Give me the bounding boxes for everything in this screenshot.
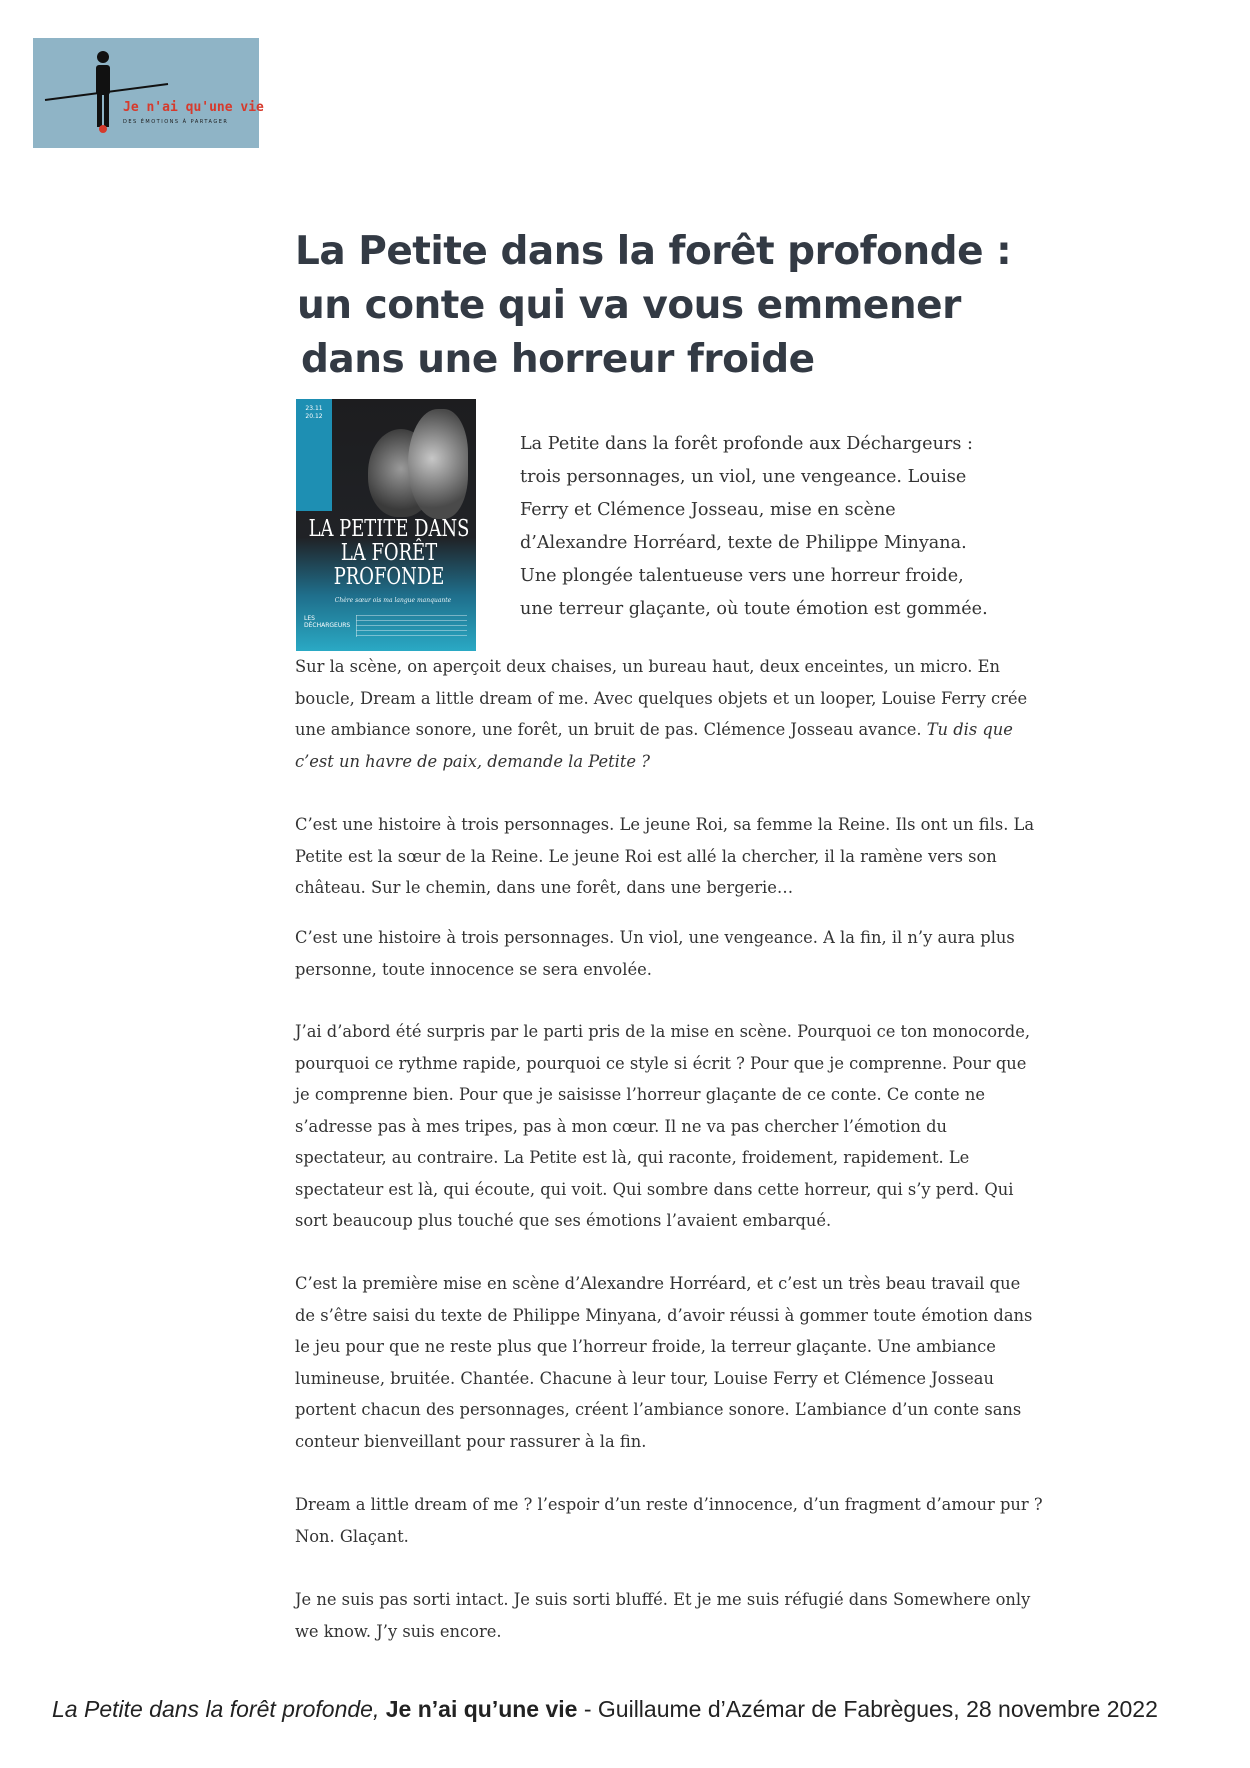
article-paragraph: Je ne suis pas sorti intact. Je suis sorti bluffé. Et je me suis réfugié dans Somewhere only we know. J’y suis encore. [295, 1590, 1031, 1641]
poster-credits [356, 615, 467, 637]
logo-tagline: DES ÉMOTIONS À PARTAGER [123, 119, 229, 125]
article-paragraph: C’est une histoire à trois personnages. Le jeune Roi, sa femme la Reine. Ils ont un fils. La Petite est la sœur de la Reine. Le jeune Roi est allé la chercher, il la ramène vers son château. Sur le chemin, dans une forêt, dans une bergerie… [295, 815, 1035, 897]
show-poster-image [296, 399, 476, 651]
poster-date-line: 20.12 [305, 413, 323, 420]
article-paragraph [295, 651, 1037, 777]
title-line: La Petite dans la forêt profonde : [295, 229, 1012, 274]
article-intro: La Petite dans la forêt profonde aux Déchargeurs : trois personnages, un viol, une vengeance. Louise Ferry et Clémence Josseau, mise en scène d’Alexandre Horréard, texte de Philippe Minyana. Une plongée talentueuse vers une horreur froide, une terreur glaçante, où toute émotion est gommée. [520, 434, 988, 619]
poster-portrait [408, 409, 468, 519]
source-citation [52, 1696, 1158, 1723]
tightrope-walker-icon [33, 38, 259, 148]
site-logo[interactable] [33, 38, 264, 148]
article-paragraph: C’est une histoire à trois personnages. Un viol, une vengeance. A la fin, il n’y aura plus personne, toute innocence se sera envolée. [295, 928, 1015, 979]
poster-venue-logo: LES DÉCHARGEURS [304, 615, 351, 629]
article-paragraph: C’est la première mise en scène d’Alexandre Horréard, et c’est un très beau travail que de s’être saisi du texte de Philippe Minyana, d’avoir réussi à gommer toute émotion dans le jeu pour que ne reste plus que l’horreur froide, la terreur glaçante. Une ambiance lumineuse, bruitée. Chantée. Chacune à leur tour, Louise Ferry et Clémence Josseau portent chacun des personnages, créent l’ambiance sonore. L’ambiance d’un conte sans conteur bienveillant pour rassurer à la fin. [295, 1274, 1033, 1451]
paragraph-text: Sur la scène, on aperçoit deux chaises, un bureau haut, deux enceintes, un micro. En boucle, Dream a little dream of me. Avec quelques objets et un looper, Louise Ferry crée une ambiance sonore, une forêt, un bruit de pas. Clémence Josseau avance. [295, 657, 1028, 739]
title-line: un conte qui va vous emmener [297, 283, 961, 328]
article-paragraph: J’ai d’abord été surpris par le parti pris de la mise en scène. Pourquoi ce ton monocorde, pourquoi ce rythme rapide, pourquoi ce style si écrit ? Pour que je comprenne. Pour que je comprenne bien. Pour que je saisisse l’horreur glaçante de ce conte. Ce conte ne s’adresse pas à mes tripes, pas à mon cœur. Il ne va pas chercher l’émotion du spectateur, au contraire. La Petite est là, qui raconte, froidement, rapidement. Le spectateur est là, qui écoute, qui voit. Qui sombre dans cette horreur, qui s’y perd. Qui sort beaucoup plus touché que ses émotions l’avaient embarqué. [295, 1022, 1031, 1230]
poster-title: LA PETITE DANS LA FORÊT PROFONDE [308, 516, 470, 590]
paragraph-quote: Tu dis que c’est un havre de paix, demande la Petite ? [295, 720, 1013, 771]
logo-title: Je n'ai qu'une vie [123, 100, 264, 115]
article-title [295, 225, 1015, 387]
article-paragraph: Dream a little dream of me ? l’espoir d’un reste d’innocence, d’un fragment d’amour pur ? Non. Glaçant. [295, 1495, 1043, 1546]
citation-byline: - Guillaume d’Azémar de Fabrègues, 28 novembre 2022 [577, 1696, 1158, 1722]
poster-date-line: 23.11 [305, 405, 323, 412]
poster-dates [299, 405, 329, 421]
citation-work-title: La Petite dans la forêt profonde, [52, 1696, 380, 1722]
poster-subtitle: Chère sœur ois ma langue manquante [334, 597, 452, 604]
citation-publication: Je n’ai qu’une vie [385, 1696, 578, 1722]
title-line: dans une horreur froide [301, 337, 815, 382]
